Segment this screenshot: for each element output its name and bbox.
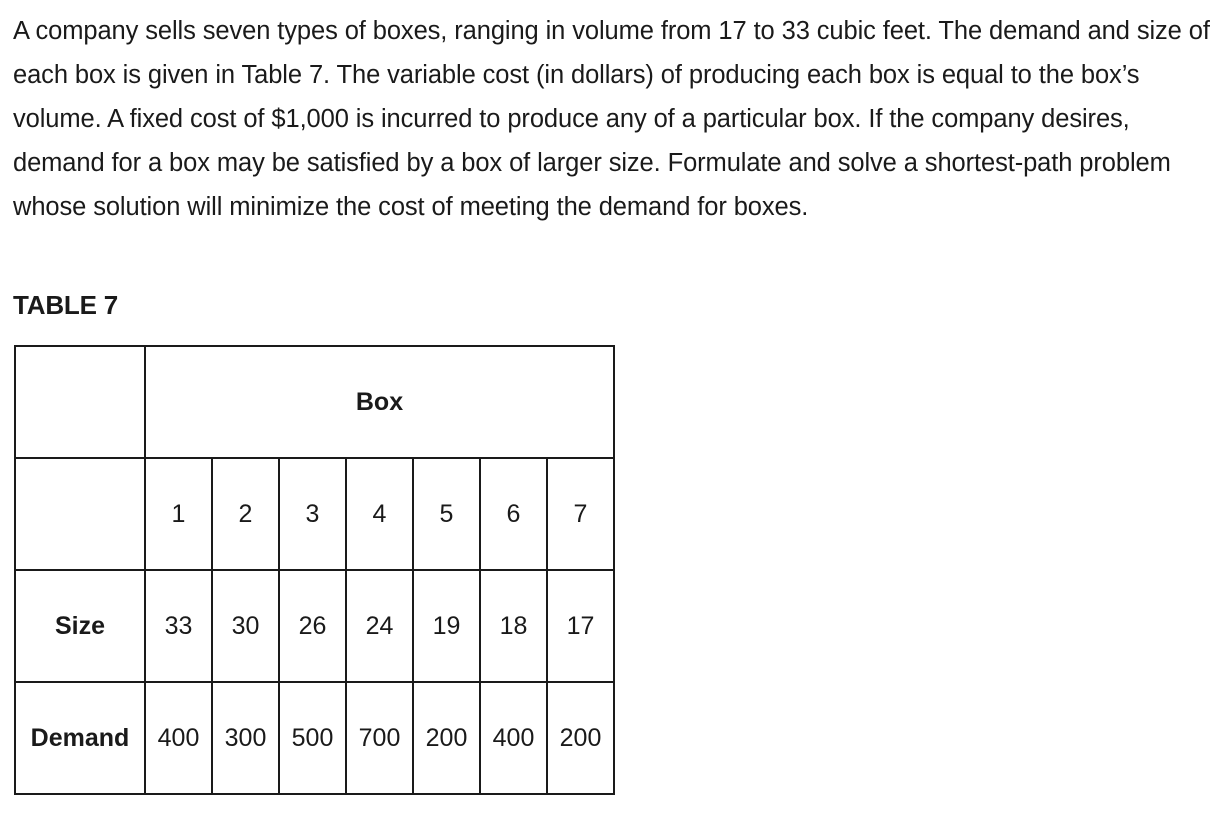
column-header: 2 (212, 458, 279, 570)
table-corner-cell (15, 346, 145, 458)
table-caption: TABLE 7 (13, 290, 119, 320)
table-cell: 24 (346, 570, 413, 682)
table-header-row-numbers (15, 458, 614, 570)
table-cell: 33 (145, 570, 212, 682)
table-header-row-group (15, 346, 614, 458)
table-cell: 700 (346, 682, 413, 794)
table-cell: 500 (279, 682, 346, 794)
column-header: 1 (145, 458, 212, 570)
box-data-table (14, 345, 615, 795)
column-header: 3 (279, 458, 346, 570)
table-cell: 30 (212, 570, 279, 682)
table-cell: 400 (480, 682, 547, 794)
row-label: Size (15, 570, 145, 682)
box-group-header: Box (145, 346, 614, 458)
column-header: 6 (480, 458, 547, 570)
table-cell: 200 (547, 682, 614, 794)
row-label: Demand (15, 682, 145, 794)
table-corner-cell-2 (15, 458, 145, 570)
column-header: 4 (346, 458, 413, 570)
table-cell: 17 (547, 570, 614, 682)
table-cell: 400 (145, 682, 212, 794)
table-row-demand (15, 682, 614, 794)
table-cell: 26 (279, 570, 346, 682)
problem-statement: A company sells seven types of boxes, ranging in volume from 17 to 33 cubic feet. The demand and size of each box is given in Table 7. The variable cost (in dollars) of producing each box is equal to the box’s volume. A fixed cost of $1,000 is incurred to produce any of a particular box. If the company desires, demand for a box may be satisfied by a box of larger size. Formulate and solve a shortest-path problem whose solution will minimize the cost of meeting the demand for boxes. (13, 17, 1210, 221)
table-cell: 300 (212, 682, 279, 794)
column-header: 5 (413, 458, 480, 570)
table-row-size (15, 570, 614, 682)
table-cell: 18 (480, 570, 547, 682)
column-header: 7 (547, 458, 614, 570)
table-cell: 19 (413, 570, 480, 682)
table-cell: 200 (413, 682, 480, 794)
